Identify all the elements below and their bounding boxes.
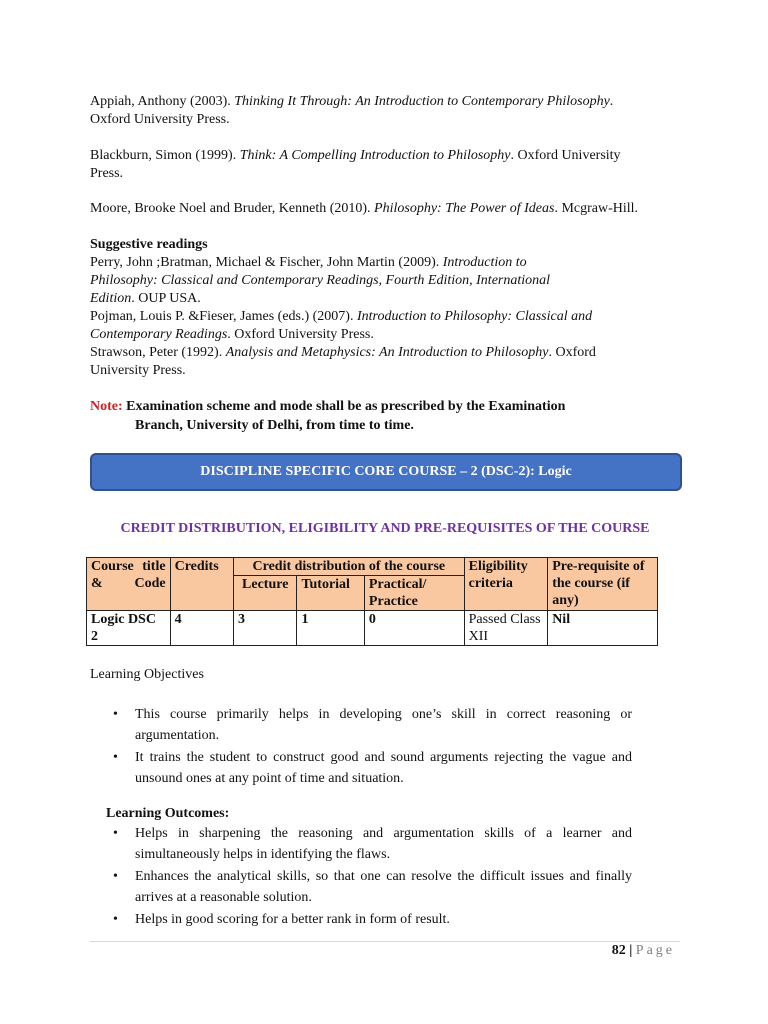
reference-entry: Blackburn, Simon (1999). Think: A Compelling Introduction to Philosophy. Oxford University Press.	[90, 148, 621, 181]
bullet-icon: •	[113, 869, 118, 884]
header-practical: Practical/ Practice	[364, 576, 464, 611]
learning-objectives-heading: Learning Objectives	[90, 667, 204, 682]
bullet-icon: •	[113, 707, 118, 722]
cell-eligibility: Passed Class XII	[464, 611, 548, 646]
list-item: • Helps in sharpening the reasoning and argumentation skills of a learner and simultaneously helps in identifying the flaws.	[110, 823, 632, 865]
outcomes-list	[110, 823, 632, 931]
header-lecture: Lecture	[234, 576, 297, 611]
list-item: • Helps in good scoring for a better rank in form of result.	[110, 909, 632, 930]
note-label: Note:	[90, 399, 123, 414]
bullet-icon: •	[113, 750, 118, 765]
table-row	[87, 611, 658, 646]
header-distribution: Credit distribution of the course	[234, 558, 465, 576]
cell-prereq: Nil	[548, 611, 658, 646]
list-item: • Enhances the analytical skills, so that one can resolve the difficult issues and finally arrives at a reasonable solution.	[110, 866, 632, 908]
objectives-list	[110, 704, 632, 790]
note-line-2: Branch, University of Delhi, from time to time.	[135, 418, 414, 433]
learning-outcomes-heading: Learning Outcomes:	[106, 806, 230, 821]
page-footer	[612, 943, 675, 959]
course-banner: DISCIPLINE SPECIFIC CORE COURSE – 2 (DSC-2): Logic	[90, 453, 682, 491]
suggestive-entry: Pojman, Louis P. &Fieser, James (eds.) (2007). Introduction to Philosophy: Classical and Contemporary Readings. Oxford University Press.	[90, 309, 593, 342]
suggestive-readings-heading: Suggestive readings	[90, 237, 208, 252]
cell-tutorial: 1	[297, 611, 364, 646]
note-line-1: Examination scheme and mode shall be as prescribed by the Examination	[126, 399, 566, 414]
list-item: • It trains the student to construct good and sound arguments rejecting the vague and unsound ones at any point of time and situation.	[110, 747, 632, 789]
cell-practical: 0	[364, 611, 464, 646]
page-separator: |	[625, 943, 636, 958]
page-number: 82	[611, 943, 626, 958]
reference-entry: Moore, Brooke Noel and Bruder, Kenneth (2010). Philosophy: The Power of Ideas. Mcgraw-Hill.	[90, 201, 639, 216]
header-tutorial: Tutorial	[297, 576, 364, 611]
cell-course: Logic DSC 2	[87, 611, 171, 646]
header-eligibility: Eligibility criteria	[464, 558, 548, 611]
bullet-icon: •	[113, 826, 118, 841]
suggestive-entry: Perry, John ;Bratman, Michael & Fischer, John Martin (2009). Introduction to Philosophy: Classical and Contemporary Readings, Fourth Edition, International Edition. OUP USA.	[90, 255, 551, 306]
header-prereq: Pre-requisite of the course (if any)	[548, 558, 658, 611]
header-course: Course title & Code	[87, 558, 171, 611]
list-item: • This course primarily helps in developing one’s skill in correct reasoning or argumentation.	[110, 704, 632, 746]
exam-note	[90, 397, 645, 435]
table-header-row	[87, 558, 658, 576]
header-credits: Credits	[170, 558, 233, 611]
cell-lecture: 3	[234, 611, 297, 646]
page-label: Page	[635, 943, 675, 958]
footer-divider	[90, 941, 680, 942]
cell-credits: 4	[170, 611, 233, 646]
bullet-icon: •	[113, 912, 118, 927]
suggestive-entry: Strawson, Peter (1992). Analysis and Metaphysics: An Introduction to Philosophy. Oxford University Press.	[90, 345, 596, 378]
reference-entry: Appiah, Anthony (2003). Thinking It Through: An Introduction to Contemporary Philosophy. Oxford University Press.	[90, 94, 614, 127]
credit-distribution-title: CREDIT DISTRIBUTION, ELIGIBILITY AND PRE-REQUISITES OF THE COURSE	[120, 521, 650, 536]
credit-table	[86, 557, 658, 646]
